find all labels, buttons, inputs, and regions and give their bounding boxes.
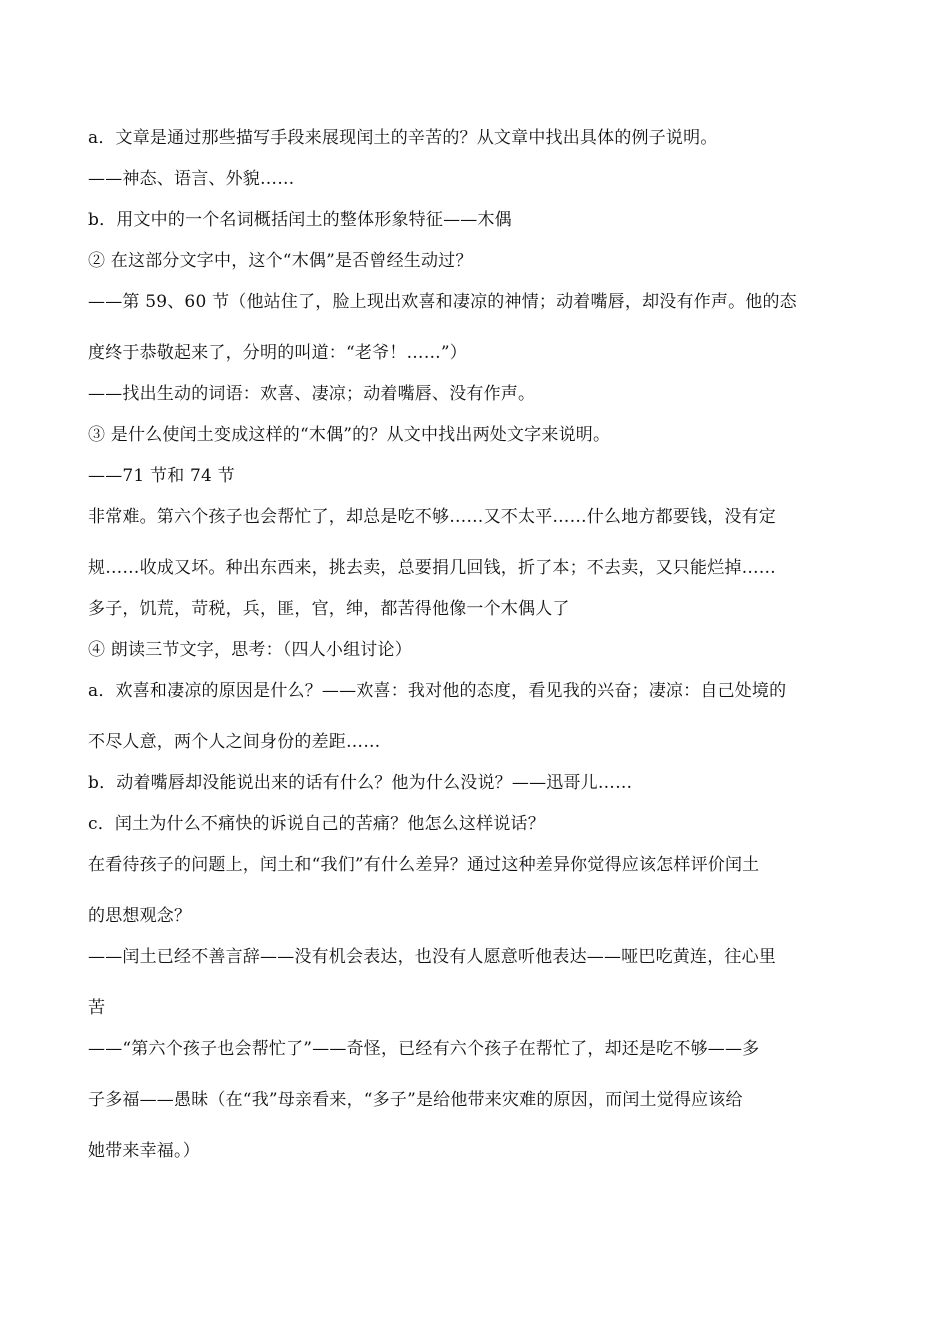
text-line-answer-2c: ——找出生动的词语：欢喜、凄凉；动着嘴唇、没有作声。 — [88, 384, 536, 404]
text-line-q2: ② 在这部分文字中，这个“木偶”是否曾经生动过？ — [88, 251, 473, 271]
text-line-q4a-1: a．欢喜和凄凉的原因是什么？——欢喜：我对他的态度，看见我的兴奋；凄凉：自己处境的 — [88, 681, 787, 701]
text-line-quote-2: 规……收成又坏。种出东西来，挑去卖，总要捐几回钱，折了本；不去卖，又只能烂掉…… — [88, 558, 776, 578]
text-line-q4a-2: 不尽人意，两个人之间身份的差距…… — [88, 732, 381, 752]
text-line-children-1: 在看待孩子的问题上，闰土和“我们”有什么差异？通过这种差异你觉得应该怎样评价闰土 — [88, 855, 760, 875]
text-line-answer-5a: ——“第六个孩子也会帮忙了”——奇怪，已经有六个孩子在帮忙了，却还是吃不够——多 — [88, 1039, 760, 1059]
text-line-quote-3: 多子，饥荒，苛税，兵，匪，官，绅，都苦得他像一个木偶人了 — [88, 599, 570, 619]
text-line-children-2: 的思想观念？ — [88, 906, 192, 926]
text-line-quote-1: 非常难。第六个孩子也会帮忙了，却总是吃不够……又不太平……什么地方都要钱，没有定 — [88, 507, 776, 527]
text-line-answer-4b: 苦 — [88, 998, 106, 1018]
text-line-a-question: a．文章是通过那些描写手段来展现闰土的辛苦的？从文章中找出具体的例子说明。 — [88, 128, 718, 148]
text-line-q4c: c．闰土为什么不痛快的诉说自己的苦痛？他怎么这样说话？ — [88, 814, 545, 834]
text-line-answer-2b: 度终于恭敬起来了，分明的叫道：“老爷！……”） — [88, 343, 467, 363]
text-line-answer-5c: 她带来幸福。） — [88, 1141, 200, 1161]
text-line-b-question: b．用文中的一个名词概括闰土的整体形象特征——木偶 — [88, 210, 512, 230]
text-line-answer-3: ——71 节和 74 节 — [88, 466, 235, 486]
text-line-q4: ④ 朗读三节文字，思考：（四人小组讨论） — [88, 640, 412, 660]
text-line-answer-4a: ——闰土已经不善言辞——没有机会表达，也没有人愿意听他表达——哑巴吃黄连，往心里 — [88, 947, 776, 967]
text-line-answer-5b: 子多福——愚昧（在“我”母亲看来，“多子”是给他带来灾难的原因，而闰土觉得应该给 — [88, 1090, 743, 1110]
text-line-q3: ③ 是什么使闰土变成这样的“木偶”的？从文中找出两处文字来说明。 — [88, 425, 611, 445]
text-line-q4b: b．动着嘴唇却没能说出来的话有什么？他为什么没说？——迅哥儿…… — [88, 773, 633, 793]
text-line-answer-2a: ——第 59、60 节（他站住了，脸上现出欢喜和凄凉的神情；动着嘴唇，却没有作声。他的态 — [88, 292, 797, 312]
text-line-answer-1: ——神态、语言、外貌…… — [88, 169, 295, 189]
